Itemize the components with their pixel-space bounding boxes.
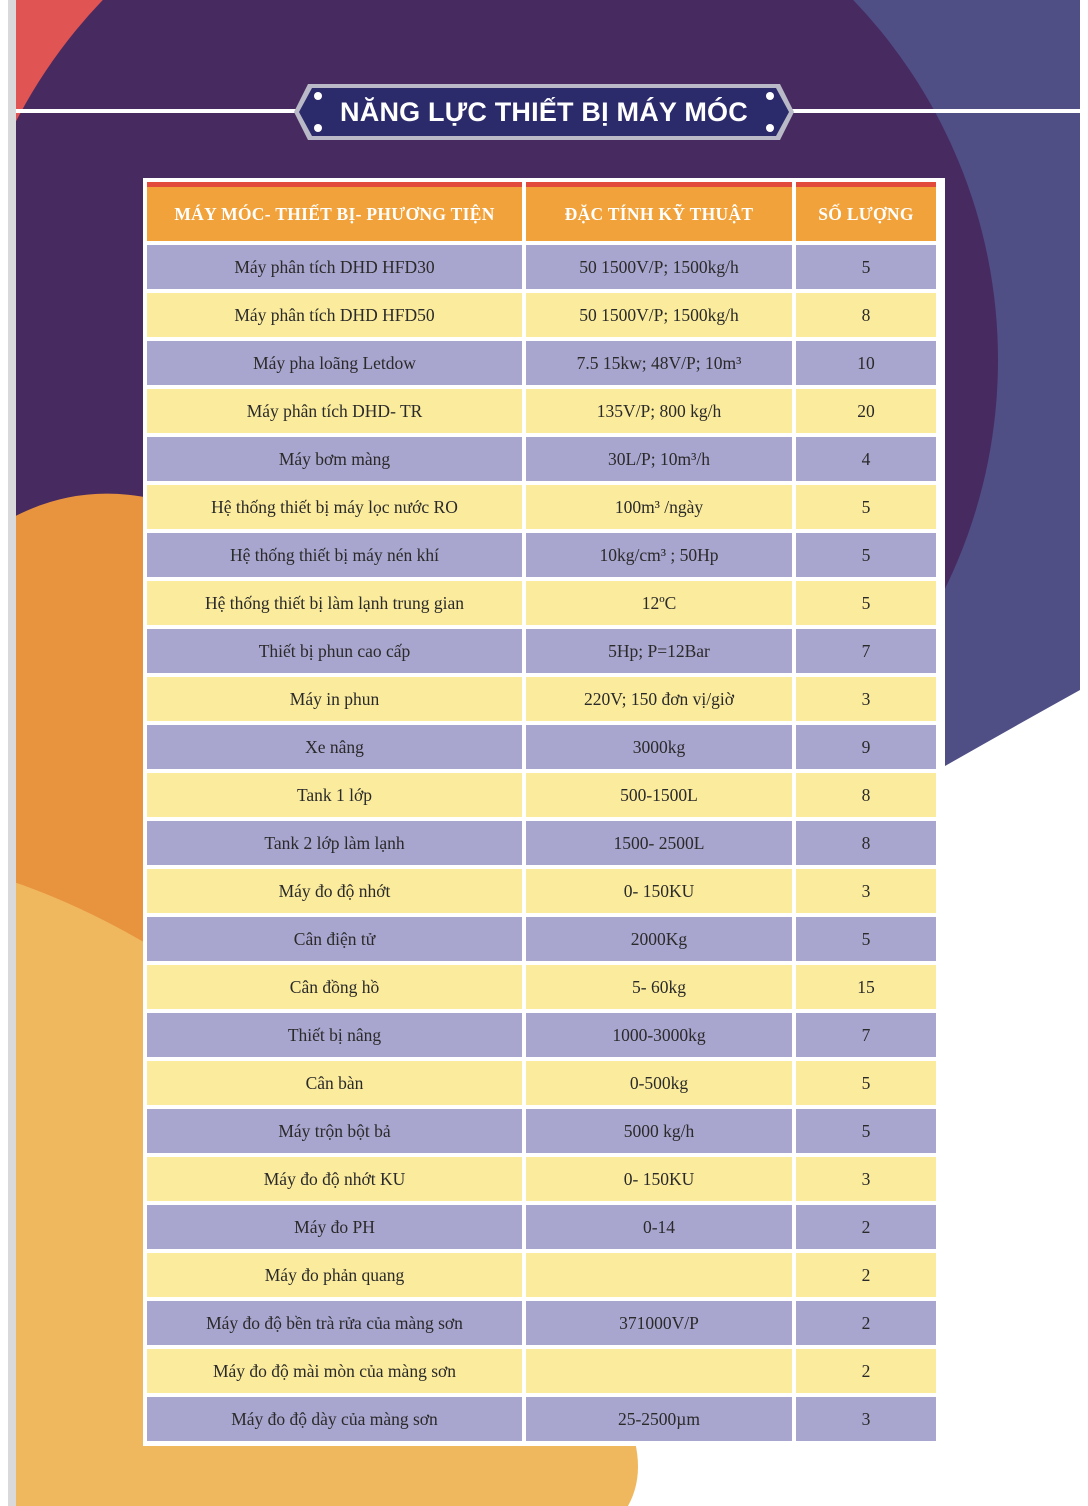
quantity-cell: 8 [796,293,936,337]
quantity-cell: 2 [796,1205,936,1249]
table-row [147,725,936,769]
table-row [147,1109,936,1153]
spec-cell: 5Hp; P=12Bar [526,629,792,673]
spec-cell: 371000V/P [526,1301,792,1345]
equipment-cell: Cân điện tử [147,917,522,961]
spec-cell: 2000Kg [526,917,792,961]
equipment-cell: Tank 2 lớp làm lạnh [147,821,522,865]
table-row [147,1061,936,1105]
equipment-cell: Máy đo độ dày của màng sơn [147,1397,522,1441]
table-row [147,1157,936,1201]
quantity-cell: 7 [796,629,936,673]
page-title: NĂNG LỰC THIẾT BỊ MÁY MÓC [340,96,748,127]
table-row [147,1013,936,1057]
spec-cell [526,1253,792,1297]
spec-cell: 1500- 2500L [526,821,792,865]
equipment-cell: Thiết bị nâng [147,1013,522,1057]
quantity-cell: 5 [796,581,936,625]
quantity-cell: 4 [796,437,936,481]
equipment-cell: Máy bơm màng [147,437,522,481]
equipment-cell: Cân bàn [147,1061,522,1105]
table-row [147,677,936,721]
spec-cell: 500-1500L [526,773,792,817]
quantity-cell: 20 [796,389,936,433]
table-row [147,965,936,1009]
quantity-cell: 2 [796,1349,936,1393]
quantity-cell: 2 [796,1301,936,1345]
table-row [147,1349,936,1393]
spec-cell: 10kg/cm³ ; 50Hp [526,533,792,577]
table-row [147,485,936,529]
table-row [147,1397,936,1441]
spec-cell: 0-500kg [526,1061,792,1105]
quantity-cell: 10 [796,341,936,385]
quantity-cell: 5 [796,485,936,529]
equipment-cell: Hệ thống thiết bị máy nén khí [147,533,522,577]
spec-cell: 3000kg [526,725,792,769]
spec-cell: 7.5 15kw; 48V/P; 10m³ [526,341,792,385]
quantity-cell: 5 [796,917,936,961]
page-edge-left [8,0,16,1506]
equipment-cell: Cân đồng hồ [147,965,522,1009]
table-row [147,533,936,577]
equipment-cell: Hệ thống thiết bị làm lạnh trung gian [147,581,522,625]
quantity-cell: 8 [796,773,936,817]
table-row [147,245,936,289]
equipment-cell: Máy in phun [147,677,522,721]
equipment-cell: Thiết bị phun cao cấp [147,629,522,673]
spec-cell: 12ºC [526,581,792,625]
quantity-cell: 5 [796,245,936,289]
table-row [147,917,936,961]
equipment-table [143,178,940,1445]
quantity-cell: 8 [796,821,936,865]
table-row [147,869,936,913]
table-row [147,1205,936,1249]
column-header-equipment: MÁY MÓC- THIẾT BỊ- PHƯƠNG TIỆN [147,182,522,241]
equipment-cell: Máy phân tích DHD- TR [147,389,522,433]
table-header-row [147,182,936,241]
table-row [147,821,936,865]
equipment-cell: Xe nâng [147,725,522,769]
column-header-specs: ĐẶC TÍNH KỸ THUẬT [526,182,792,241]
equipment-cell: Máy đo độ bền trà rửa của màng sơn [147,1301,522,1345]
equipment-cell: Hệ thống thiết bị máy lọc nước RO [147,485,522,529]
equipment-cell: Tank 1 lớp [147,773,522,817]
title-banner [292,82,796,142]
equipment-cell: Máy đo phản quang [147,1253,522,1297]
quantity-cell: 15 [796,965,936,1009]
spec-cell: 0- 150KU [526,869,792,913]
spec-cell: 0-14 [526,1205,792,1249]
quantity-cell: 3 [796,677,936,721]
equipment-cell: Máy đo độ nhớt KU [147,1157,522,1201]
table-row [147,437,936,481]
column-header-quantity: SỐ LƯỢNG [796,182,936,241]
equipment-cell: Máy đo PH [147,1205,522,1249]
quantity-cell: 3 [796,869,936,913]
quantity-cell: 9 [796,725,936,769]
equipment-cell: Máy trộn bột bả [147,1109,522,1153]
quantity-cell: 3 [796,1157,936,1201]
spec-cell: 135V/P; 800 kg/h [526,389,792,433]
equipment-cell: Máy đo độ mài mòn của màng sơn [147,1349,522,1393]
spec-cell: 0- 150KU [526,1157,792,1201]
table-row [147,581,936,625]
quantity-cell: 5 [796,533,936,577]
equipment-table-container [143,178,945,1446]
table-row [147,1301,936,1345]
quantity-cell: 5 [796,1061,936,1105]
table-row [147,389,936,433]
table-row [147,341,936,385]
table-row [147,629,936,673]
equipment-cell: Máy đo độ nhớt [147,869,522,913]
quantity-cell: 5 [796,1109,936,1153]
equipment-cell: Máy phân tích DHD HFD50 [147,293,522,337]
spec-cell: 5000 kg/h [526,1109,792,1153]
equipment-cell: Máy pha loãng Letdow [147,341,522,385]
spec-cell: 5- 60kg [526,965,792,1009]
quantity-cell: 3 [796,1397,936,1441]
spec-cell: 220V; 150 đơn vị/giờ [526,677,792,721]
quantity-cell: 2 [796,1253,936,1297]
equipment-cell: Máy phân tích DHD HFD30 [147,245,522,289]
spec-cell: 1000-3000kg [526,1013,792,1057]
quantity-cell: 7 [796,1013,936,1057]
spec-cell: 50 1500V/P; 1500kg/h [526,293,792,337]
spec-cell: 50 1500V/P; 1500kg/h [526,245,792,289]
table-row [147,773,936,817]
spec-cell: 25-2500µm [526,1397,792,1441]
spec-cell [526,1349,792,1393]
spec-cell: 30L/P; 10m³/h [526,437,792,481]
table-row [147,1253,936,1297]
spec-cell: 100m³ /ngày [526,485,792,529]
table-row [147,293,936,337]
